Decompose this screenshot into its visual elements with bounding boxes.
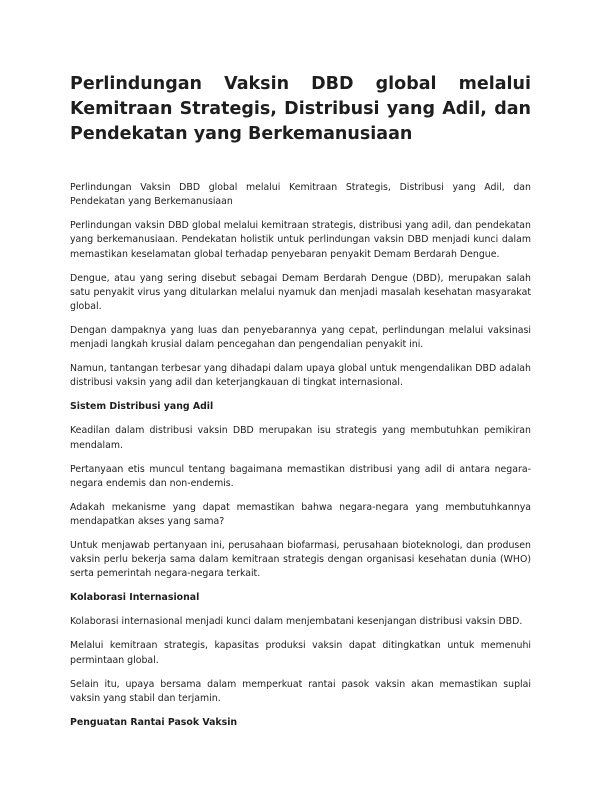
kolaborasi-paragraph-2: Melalui kemitraan strategis, kapasitas produksi vaksin dapat ditingkatkan untuk memenuhi permintaan global. — [70, 640, 531, 666]
intro-paragraph-2: Perlindungan vaksin DBD global melalui kemitraan strategis, distribusi yang adil, dan pendekatan yang berkemanusiaan. Pendekatan holistik untuk perlindungan vaksin DBD menjadi kunci dalam memastikan keselamatan global terhadap penyebaran penyakit Demam Berdarah Dengue. — [70, 220, 531, 260]
intro-paragraph-5: Namun, tantangan terbesar yang dihadapi dalam upaya global untuk mengendalikan DBD adalah distribusi vaksin yang adil dan keterjangkauan di tingkat internasional. — [70, 363, 531, 389]
section-heading-kolaborasi: Kolaborasi Internasional — [70, 592, 200, 604]
kolaborasi-paragraph-1: Kolaborasi internasional menjadi kunci dalam menjembatani kesenjangan distribusi vaksin DBD. — [70, 616, 523, 628]
distribusi-paragraph-4: Untuk menjawab pertanyaan ini, perusahaan biofarmasi, perusahaan bioteknologi, dan produsen vaksin perlu bekerja sama dalam kemitraan strategis dengan organisasi kesehatan dunia (WHO) serta pemerintah negara-negara terkait. — [70, 540, 531, 580]
distribusi-paragraph-1: Keadilan dalam distribusi vaksin DBD merupakan isu strategis yang membutuhkan pemikiran mendalam. — [70, 425, 531, 451]
distribusi-paragraph-3: Adakah mekanisme yang dapat memastikan bahwa negara-negara yang membutuhkannya mendapatkan akses yang sama? — [70, 501, 531, 528]
intro-paragraph-3: Dengue, atau yang sering disebut sebagai Demam Berdarah Dengue (DBD), merupakan salah satu penyakit virus yang ditularkan melalui nyamuk dan menjadi masalah kesehatan masyarakat global. — [70, 272, 531, 313]
distribusi-paragraph-2: Pertanyaan etis muncul tentang bagaimana memastikan distribusi yang adil di antara negara-negara endemis dan non-endemis. — [70, 463, 531, 489]
document-page — [70, 72, 531, 740]
document-title: Perlindungan Vaksin DBD global melalui Kemitraan Strategis, Distribusi yang Adil, dan Pendekatan yang Berkemanusiaan — [70, 74, 531, 144]
intro-paragraph-4: Dengan dampaknya yang luas dan penyebarannya yang cepat, perlindungan melalui vaksinasi menjadi langkah krusial dalam pencegahan dan pengendalian penyakit ini. — [70, 325, 531, 351]
kolaborasi-paragraph-3: Selain itu, upaya bersama dalam memperkuat rantai pasok vaksin akan memastikan suplai vaksin yang stabil dan terjamin. — [70, 678, 531, 704]
section-heading-rantai-pasok: Penguatan Rantai Pasok Vaksin — [70, 716, 238, 728]
intro-paragraph-1: Perlindungan Vaksin DBD global melalui Kemitraan Strategis, Distribusi yang Adil, dan Pendekatan yang Berkemanusiaan — [70, 182, 531, 208]
section-heading-distribusi: Sistem Distribusi yang Adil — [70, 401, 214, 413]
